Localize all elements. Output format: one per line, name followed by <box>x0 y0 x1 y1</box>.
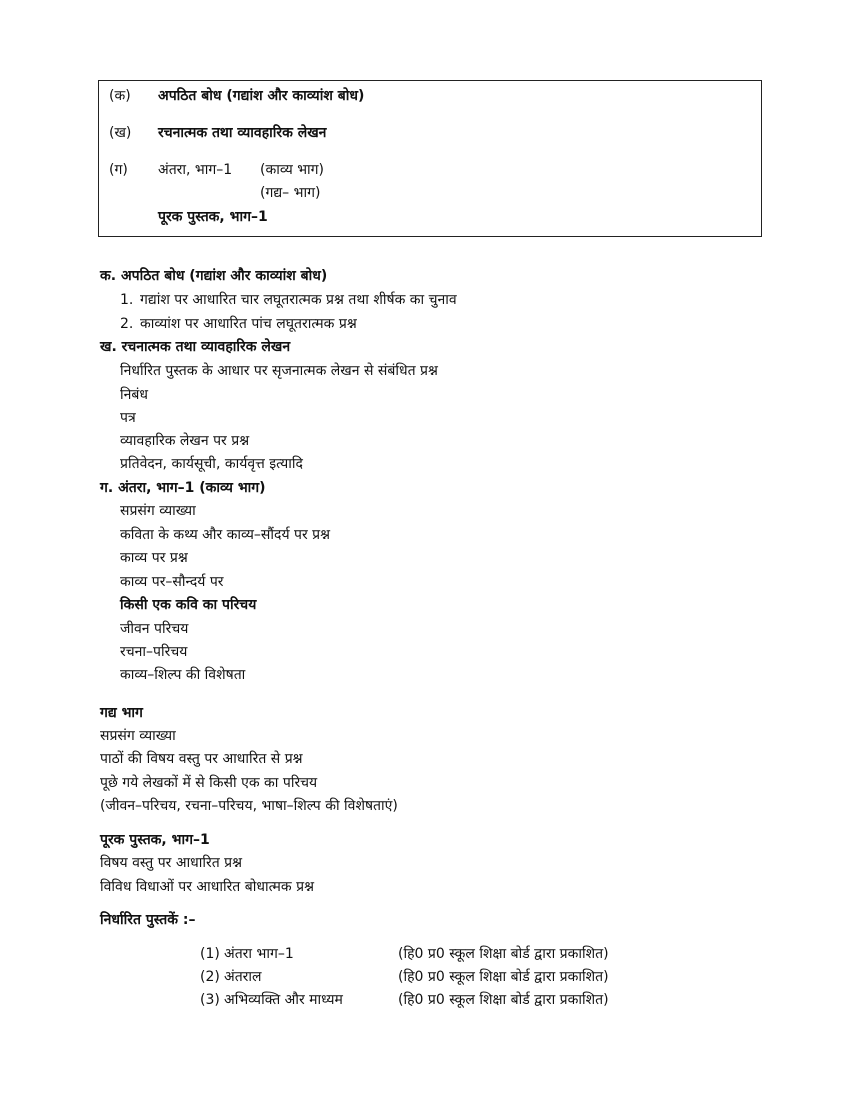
book-publisher: (हि0 प्र0 स्कूल शिक्षा बोर्ड द्वारा प्रकाशित) <box>398 969 609 985</box>
book-num: (1) <box>200 946 220 962</box>
supplementary-heading: पूरक पुस्तक, भाग–1 <box>100 832 210 848</box>
list-item: सप्रसंग व्याख्या <box>100 728 176 744</box>
list-item: काव्य पर–सौन्दर्य पर <box>120 574 224 590</box>
section-b-heading: ख. रचनात्मक तथा व्यावहारिक लेखन <box>100 339 291 355</box>
book-num: (2) <box>200 969 220 985</box>
book-publisher: (हि0 प्र0 स्कूल शिक्षा बोर्ड द्वारा प्रकाशित) <box>398 946 609 962</box>
list-item: प्रतिवेदन, कार्यसूची, कार्यवृत्त इत्यादि <box>120 456 303 472</box>
list-item: काव्य पर प्रश्न <box>120 550 188 566</box>
book-title: अंतरा भाग–1 <box>224 946 294 962</box>
list-item: कविता के कथ्य और काव्य–सौंदर्य पर प्रश्न <box>120 527 331 543</box>
box-row-label: (ग) <box>109 162 128 178</box>
box-row-label: (क) <box>109 88 131 104</box>
list-item-num: 1. <box>120 292 134 308</box>
list-item: निर्धारित पुस्तक के आधार पर सृजनात्मक लेखन से संबंधित प्रश्न <box>120 363 438 379</box>
list-item: विषय वस्तु पर आधारित प्रश्न <box>100 855 243 871</box>
list-item-num: 2. <box>120 316 134 332</box>
box-row-text: अपठित बोध (गद्यांश और काव्यांश बोध) <box>158 88 365 104</box>
list-item: पूछे गये लेखकों में से किसी एक का परिचय <box>100 775 318 791</box>
list-item: रचना–परिचय <box>120 644 188 660</box>
list-item: काव्यांश पर आधारित पांच लघूतरात्मक प्रश्न <box>140 316 357 332</box>
box-supplement: पूरक पुस्तक, भाग–1 <box>158 209 268 225</box>
poet-heading: किसी एक कवि का परिचय <box>120 597 257 613</box>
list-item: काव्य–शिल्प की विशेषता <box>120 667 246 683</box>
list-item: (जीवन–परिचय, रचना–परिचय, भाषा–शिल्प की विशेषताएं) <box>100 798 398 814</box>
list-item: सप्रसंग व्याख्या <box>120 503 196 519</box>
book-title: अभिव्यक्ति और माध्यम <box>224 992 343 1008</box>
list-item: जीवन परिचय <box>120 621 189 637</box>
books-heading: निर्धारित पुस्तकें :– <box>100 912 196 928</box>
prose-heading: गद्य भाग <box>100 705 143 721</box>
section-c-heading: ग. अंतरा, भाग–1 (काव्य भाग) <box>100 480 266 496</box>
list-item: व्यावहारिक लेखन पर प्रश्न <box>120 433 250 449</box>
box-row-label: (ख) <box>109 125 132 141</box>
list-item: पाठों की विषय वस्तु पर आधारित से प्रश्न <box>100 751 303 767</box>
box-row-text: रचनात्मक तथा व्यावहारिक लेखन <box>158 125 327 141</box>
list-item: पत्र <box>120 410 136 426</box>
list-item: गद्यांश पर आधारित चार लघूतरात्मक प्रश्न तथा शीर्षक का चुनाव <box>140 292 457 308</box>
list-item: निबंध <box>120 387 148 403</box>
book-num: (3) <box>200 992 220 1008</box>
list-item: विविध विधाओं पर आधारित बोधात्मक प्रश्न <box>100 879 314 895</box>
box-row-sub: (गद्य– भाग) <box>260 185 321 201</box>
box-row-sub: (काव्य भाग) <box>260 162 325 178</box>
book-title: अंतराल <box>224 969 262 985</box>
section-a-heading: क. अपठित बोध (गद्यांश और काव्यांश बोध) <box>100 268 328 284</box>
box-row-text: अंतरा, भाग–1 <box>158 162 233 178</box>
book-publisher: (हि0 प्र0 स्कूल शिक्षा बोर्ड द्वारा प्रकाशित) <box>398 992 609 1008</box>
